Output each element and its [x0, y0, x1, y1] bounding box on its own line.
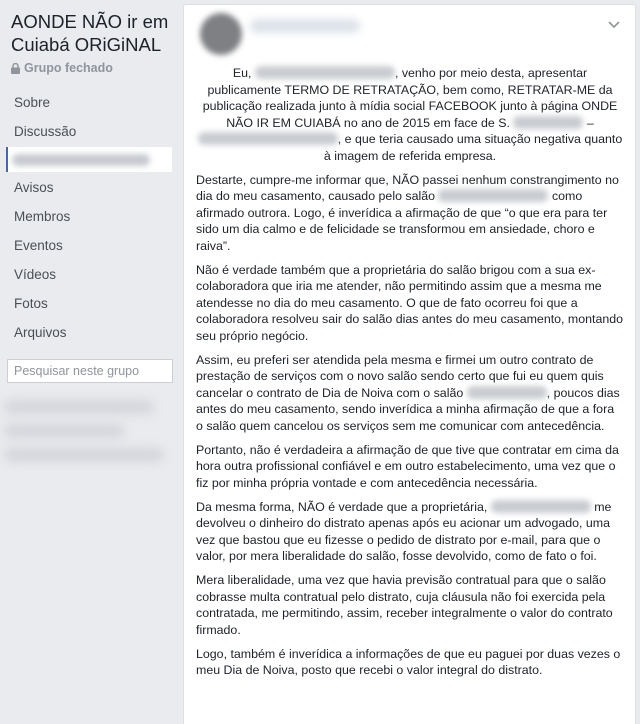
- group-type-label: Grupo fechado: [24, 61, 113, 75]
- group-title[interactable]: AONDE NÃO ir em Cuiabá ORiGiNAL: [11, 11, 169, 55]
- post-paragraph: Mera liberalidade, uma vez que havia previsão contratual para que o salão cobrasse multa contratual pelo distrato, cuja cláusula não foi exercida pela contratada, me permitindo, assim, receber integralmente o valor do contrato firmado.: [196, 573, 613, 637]
- post-paragraph: Da mesma forma, NÃO é verdade que a proprietária, me devolveu o dinheiro do distrato apenas após eu acionar um advogado, uma vez que bastou que eu fizesse o pedido de distrato por e-mail, para que o valor, por mera liberalidade do salão, fosse devolvido, como de fato o foi.: [196, 499, 612, 563]
- nav-item-eventos[interactable]: Eventos: [14, 238, 63, 253]
- post-card: [183, 4, 636, 724]
- post-body: [196, 65, 624, 686]
- author-name-redacted[interactable]: [250, 19, 360, 33]
- nav-item-membros[interactable]: Membros: [14, 209, 71, 224]
- chevron-down-icon[interactable]: [607, 17, 621, 27]
- post-paragraph: Portanto, não é verdadeira a afirmação de que tive que contratar em cima da hora outra profissional confiável e em outro estabelecimento, uma vez que o fiz por minha própria vontade e com antecedência necessária.: [196, 442, 619, 490]
- redacted-name: [491, 500, 591, 513]
- nav-item-sobre[interactable]: Sobre: [14, 95, 51, 110]
- redacted-name: [255, 66, 395, 79]
- group-nav: [0, 88, 180, 347]
- redacted-name: [513, 116, 583, 129]
- nav-item-videos[interactable]: Vídeos: [14, 267, 57, 282]
- nav-item-redacted[interactable]: [6, 147, 172, 172]
- post-paragraph: Não é verdade também que a proprietária do salão brigou com a sua ex-colaboradora que iria me atender, não permitindo assim que a mesma me atendesse no dia do meu casamento. O que de fato ocorreu foi que a colaboradora resolveu sair do salão dias antes do meu casamento, montando seu próprio negócio.: [196, 262, 624, 343]
- nav-item-arquivos[interactable]: Arquivos: [14, 325, 67, 340]
- post-paragraph: Eu, , venho por meio desta, apresentar publicamente TERMO DE RETRATAÇÃO, bem como, RETRATAR-ME da publicação realizada junto à mídia social FACEBOOK junto à página ONDE NÃO IR EM CUIABÁ no ano de 2015 em face de S. – , e que teria causado uma situação negativa quanto à imagem de referida empresa.: [196, 65, 624, 164]
- redacted-name: [198, 132, 338, 145]
- avatar[interactable]: [200, 13, 242, 55]
- post-paragraph: Logo, também é inverídica a informações de que eu paguei por duas vezes o meu Dia de Noiva, posto que recebi o valor integral do distrato.: [196, 646, 621, 677]
- redacted-sidebar-content: [4, 400, 172, 480]
- redacted-name: [467, 386, 547, 399]
- group-search-input[interactable]: Pesquisar neste grupo: [7, 359, 173, 383]
- lock-icon: [11, 63, 20, 74]
- left-sidebar: [0, 0, 180, 724]
- nav-item-avisos[interactable]: Avisos: [14, 180, 54, 195]
- redacted-label: [12, 154, 150, 166]
- redacted-name: [438, 189, 548, 202]
- group-privacy: [11, 61, 113, 75]
- nav-item-discussao[interactable]: Discussão: [14, 124, 77, 139]
- post-paragraph: Assim, eu preferi ser atendida pela mesma e firmei um outro contrato de prestação de serviços com o novo salão sendo certo que fui eu quem quis cancelar o contrato de Dia de Noiva com o salão , poucos dias antes do meu casamento, sendo inverídica a minha afirmação de que a fora o salão quem cancelou os serviços sem me comunicar com antecedência.: [196, 352, 620, 433]
- post-paragraph: Destarte, cumpre-me informar que, NÃO passei nenhum constrangimento no dia do meu casamento, causado pelo salão como afirmado outrora. Logo, é inverídica a afirmação de que “o que era para ter sido um dia calmo e de felicidade se transformou em ansiedade, choro e raiva”.: [196, 172, 619, 253]
- nav-item-fotos[interactable]: Fotos: [14, 296, 48, 311]
